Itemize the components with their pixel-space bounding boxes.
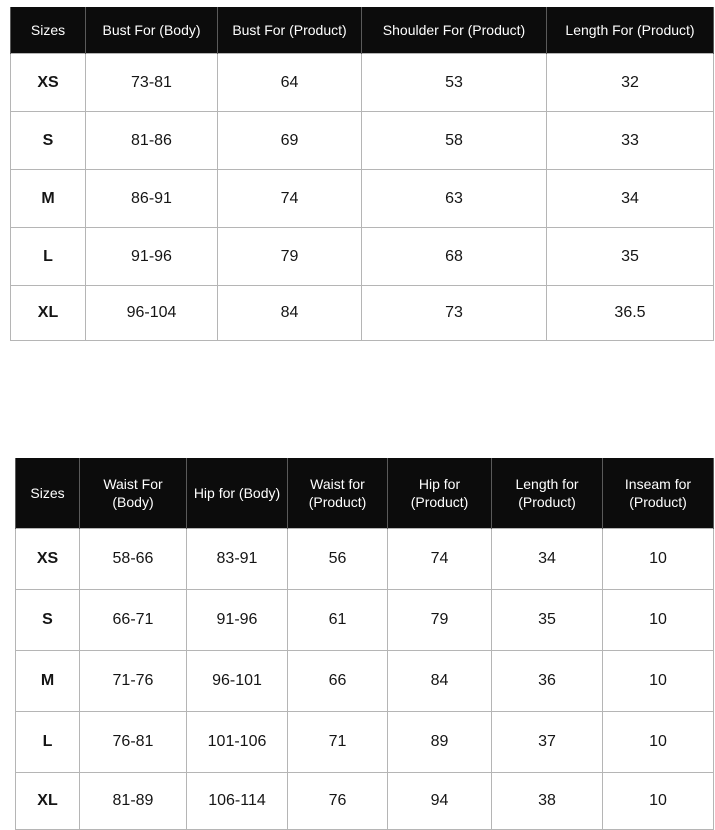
top-table-header-row [11,7,714,54]
table-cell: 101-106 [187,712,288,773]
table-cell: 32 [547,54,714,112]
table-cell: 84 [388,651,492,712]
table-row [11,286,714,341]
size-label: S [11,112,86,170]
table-row [11,228,714,286]
table-cell: 73-81 [86,54,218,112]
size-label: S [16,590,80,651]
table-cell: 58-66 [80,529,187,590]
bottom-header-inseam-product: Inseam for (Product) [603,458,714,529]
table-cell: 10 [603,651,714,712]
table-row [11,54,714,112]
bottom-size-table [15,458,714,830]
table-cell: 66 [288,651,388,712]
table-cell: 74 [218,170,362,228]
table-cell: 35 [492,590,603,651]
size-label: M [11,170,86,228]
table-cell: 96-101 [187,651,288,712]
top-header-bust-body: Bust For (Body) [86,7,218,54]
table-cell: 58 [362,112,547,170]
table-cell: 76 [288,773,388,830]
table-cell: 69 [218,112,362,170]
size-label: XS [11,54,86,112]
table-cell: 76-81 [80,712,187,773]
table-cell: 84 [218,286,362,341]
top-header-length-product: Length For (Product) [547,7,714,54]
bottom-header-hip-product: Hip for (Product) [388,458,492,529]
table-cell: 71 [288,712,388,773]
table-row [11,112,714,170]
table-cell: 34 [547,170,714,228]
table-row [16,529,714,590]
table-cell: 36 [492,651,603,712]
table-row [11,170,714,228]
table-cell: 73 [362,286,547,341]
table-cell: 91-96 [86,228,218,286]
table-cell: 81-89 [80,773,187,830]
table-row [16,590,714,651]
size-label: M [16,651,80,712]
size-label: XL [11,286,86,341]
table-cell: 74 [388,529,492,590]
bottom-header-hip-body: Hip for (Body) [187,458,288,529]
table-row [16,773,714,830]
bottom-header-sizes: Sizes [16,458,80,529]
table-cell: 34 [492,529,603,590]
table-cell: 56 [288,529,388,590]
table-cell: 64 [218,54,362,112]
top-header-bust-product: Bust For (Product) [218,7,362,54]
table-cell: 36.5 [547,286,714,341]
bottom-header-waist-body: Waist For (Body) [80,458,187,529]
table-cell: 71-76 [80,651,187,712]
table-cell: 79 [218,228,362,286]
table-cell: 38 [492,773,603,830]
table-cell: 106-114 [187,773,288,830]
top-header-shoulder-product: Shoulder For (Product) [362,7,547,54]
table-cell: 33 [547,112,714,170]
table-cell: 37 [492,712,603,773]
table-row [16,651,714,712]
top-header-sizes: Sizes [11,7,86,54]
size-label: XS [16,529,80,590]
table-cell: 94 [388,773,492,830]
bottom-header-waist-product: Waist for (Product) [288,458,388,529]
table-cell: 10 [603,529,714,590]
table-cell: 68 [362,228,547,286]
table-cell: 86-91 [86,170,218,228]
bottom-header-length-product: Length for (Product) [492,458,603,529]
bottom-table-header-row [16,458,714,529]
table-cell: 91-96 [187,590,288,651]
table-row [16,712,714,773]
table-cell: 53 [362,54,547,112]
table-cell: 81-86 [86,112,218,170]
size-label: L [11,228,86,286]
table-cell: 10 [603,773,714,830]
top-size-table [10,7,714,341]
table-cell: 35 [547,228,714,286]
table-cell: 10 [603,590,714,651]
table-cell: 83-91 [187,529,288,590]
table-cell: 89 [388,712,492,773]
table-cell: 79 [388,590,492,651]
size-label: XL [16,773,80,830]
table-cell: 96-104 [86,286,218,341]
size-label: L [16,712,80,773]
table-cell: 66-71 [80,590,187,651]
table-cell: 10 [603,712,714,773]
table-cell: 63 [362,170,547,228]
table-cell: 61 [288,590,388,651]
